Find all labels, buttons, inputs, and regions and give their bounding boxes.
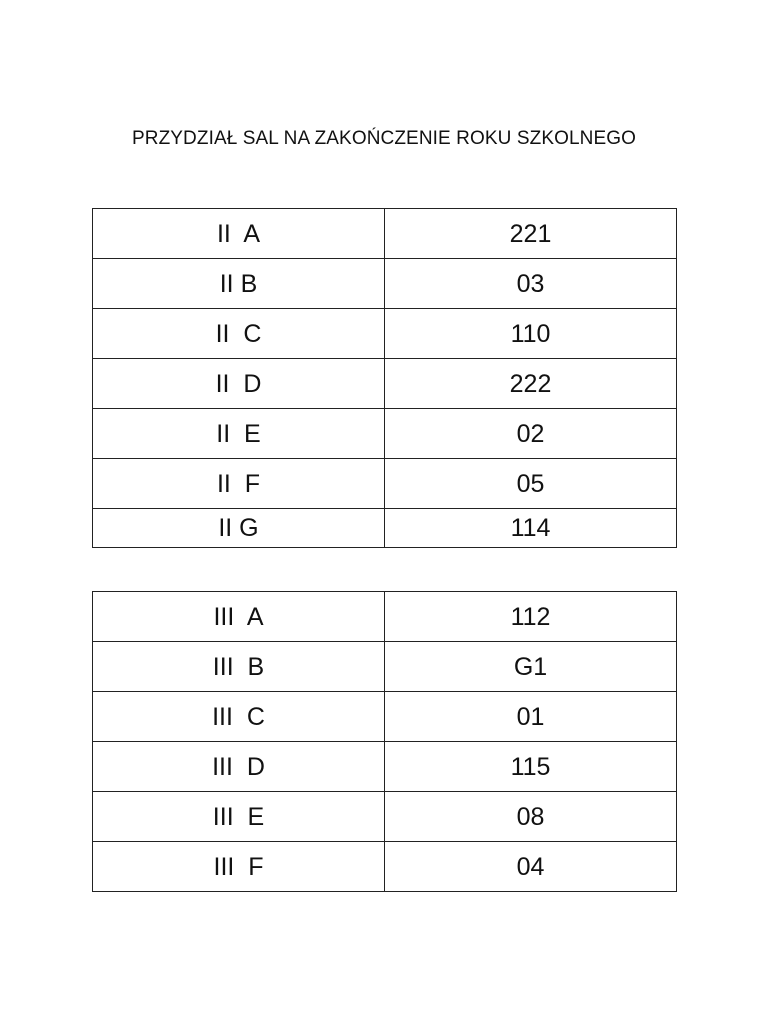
table-row [93, 642, 677, 692]
room-cell: 222 [385, 359, 677, 409]
table-row [93, 842, 677, 892]
room-cell: 02 [385, 409, 677, 459]
table-row [93, 592, 677, 642]
class-cell: III C [93, 692, 385, 742]
table-row [93, 259, 677, 309]
table-row [93, 509, 677, 548]
class-cell: II G [93, 509, 385, 548]
class-room-table-year-2 [92, 208, 677, 548]
table-row [93, 209, 677, 259]
table-row [93, 359, 677, 409]
table-row [93, 742, 677, 792]
class-cell: II C [93, 309, 385, 359]
table-row [93, 792, 677, 842]
class-cell: III F [93, 842, 385, 892]
class-cell: II A [93, 209, 385, 259]
room-cell: 03 [385, 259, 677, 309]
class-cell: II E [93, 409, 385, 459]
class-cell: III B [93, 642, 385, 692]
class-cell: III A [93, 592, 385, 642]
class-cell: II D [93, 359, 385, 409]
table-row [93, 409, 677, 459]
class-cell: II F [93, 459, 385, 509]
class-cell: II B [93, 259, 385, 309]
table-row [93, 459, 677, 509]
room-cell: 05 [385, 459, 677, 509]
room-cell: 112 [385, 592, 677, 642]
class-room-table-year-3 [92, 591, 677, 892]
room-cell: G1 [385, 642, 677, 692]
room-cell: 04 [385, 842, 677, 892]
class-cell: III E [93, 792, 385, 842]
page-title: PRZYDZIAŁ SAL NA ZAKOŃCZENIE ROKU SZKOLNEGO [131, 128, 637, 149]
room-cell: 110 [385, 309, 677, 359]
table-row [93, 309, 677, 359]
room-cell: 114 [385, 509, 677, 548]
room-cell: 08 [385, 792, 677, 842]
table-row [93, 692, 677, 742]
room-cell: 221 [385, 209, 677, 259]
class-cell: III D [93, 742, 385, 792]
room-cell: 115 [385, 742, 677, 792]
room-cell: 01 [385, 692, 677, 742]
